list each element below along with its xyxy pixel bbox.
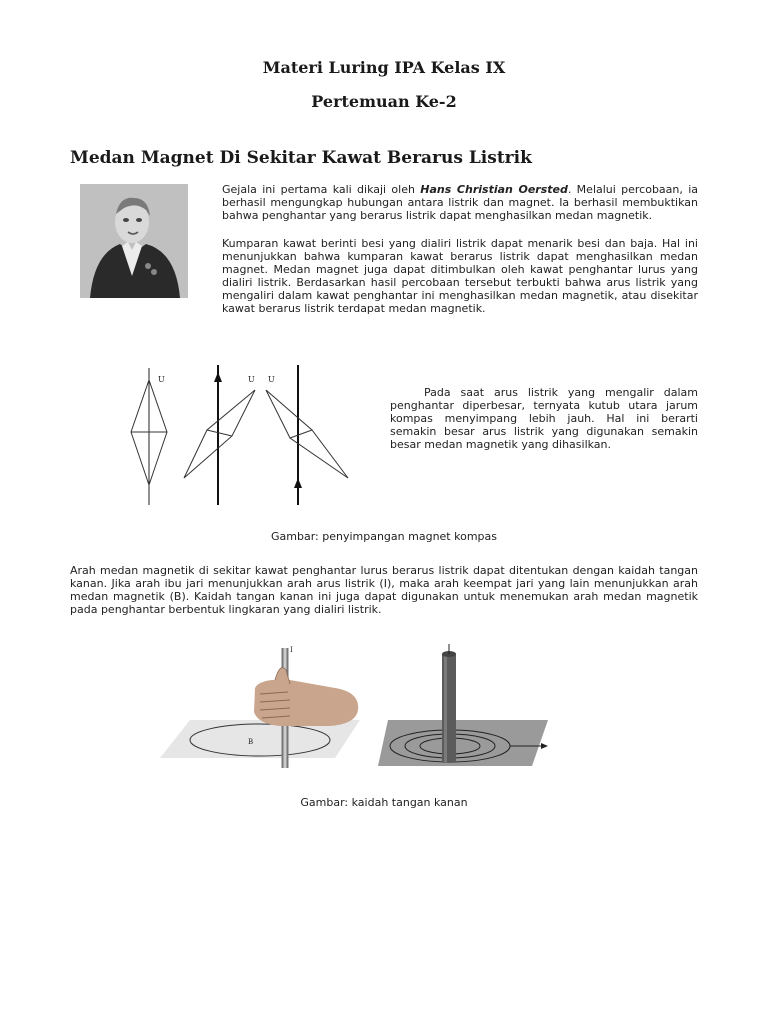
document-subtitle: Pertemuan Ke-2 <box>311 92 457 111</box>
compass-deflection-figure <box>120 360 370 510</box>
intro-lead: Gejala ini pertama kali dikaji oleh <box>222 183 421 196</box>
intro-rest: . Melalui percobaan, ia berhasil mengungkap hubungan antara listrik dan magnet. Ia berhasil membuktikan bahwa penghantar yang berarus listrik dapat menghasilkan medan magnetik. <box>222 183 698 222</box>
caption-compass: Gambar: penyimpangan magnet kompas <box>271 530 497 543</box>
compass-label-1: U <box>158 375 165 384</box>
intro-paragraph <box>222 183 698 222</box>
current-label: I <box>290 646 293 654</box>
section-heading: Medan Magnet Di Sekitar Kawat Berarus Listrik <box>70 148 532 168</box>
oersted-portrait <box>80 184 188 298</box>
intro-paragraph-2: Kumparan kawat berinti besi yang dialiri listrik dapat menarik besi dan baja. Hal ini menunjukkan bahwa kumparan kawat berarus listrik dapat menghasilkan medan magnet. Medan magnet juga dapat ditimbulkan oleh kawat penghantar lurus yang dialiri listrik. Berdasarkan hasil percobaan tersebut terbukti bahwa arus listrik yang mengaliri dalam kawat penghantar ini menghasilkan medan magnetik, atau disekitar kawat berarus listrik terdapat medan magnetik. <box>222 237 698 315</box>
caption-hand-rule: Gambar: kaidah tangan kanan <box>300 796 468 809</box>
body-paragraph: Arah medan magnetik di sekitar kawat penghantar lurus berarus listrik dapat ditentukan dengan kaidah tangan kanan. Jika arah ibu jari menunjukkan arah arus listrik (I), maka arah keempat jari yang lain menunjukkan arah medan magnetik (B). Kaidah tangan kanan ini juga dapat digunakan untuk menemukan arah medan magnetik pada penghantar berbentuk lingkaran yang dialiri listrik. <box>70 564 698 616</box>
right-hand-rule-figure <box>160 640 560 770</box>
field-label: B <box>248 738 254 746</box>
document-title: Materi Luring IPA Kelas IX <box>262 58 506 77</box>
compass-label-2: U <box>248 375 255 384</box>
scientist-name: Hans Christian Oersted <box>420 183 568 196</box>
side-paragraph: Pada saat arus listrik yang mengalir dalam penghantar diperbesar, ternyata kutub utara jarum kompas menyimpang lebih jauh. Hal ini berarti semakin besar arus listrik yang digunakan semakin besar medan magnetik yang dihasilkan. <box>390 386 698 451</box>
compass-label-3: U <box>268 375 275 384</box>
